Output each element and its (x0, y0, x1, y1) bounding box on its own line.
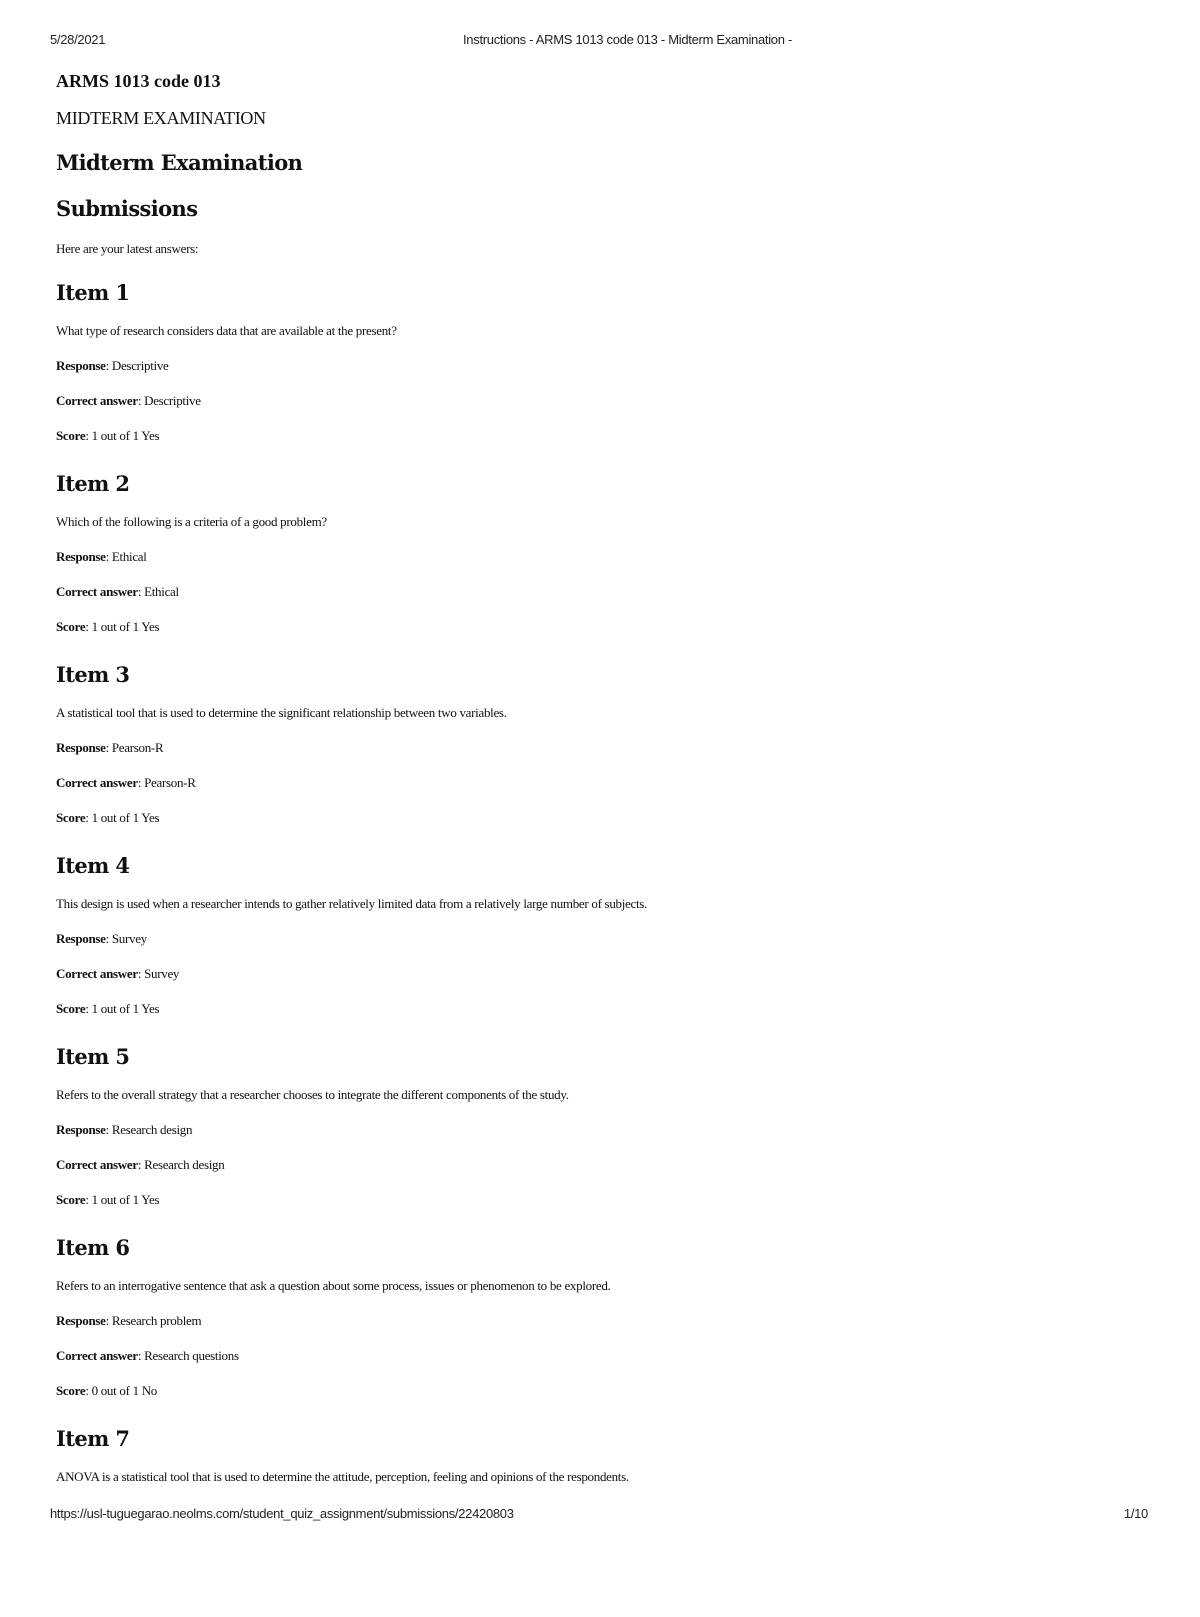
quiz-item-6 (56, 1235, 1156, 1426)
score-label: Score (56, 619, 86, 634)
correct-answer-label: Correct answer (56, 966, 138, 981)
item-correct-answer (56, 965, 1156, 1000)
correct-answer-value: : Descriptive (137, 393, 201, 408)
score-value: : 1 out of 1 Yes (85, 619, 160, 634)
quiz-item-2 (56, 471, 1156, 662)
submission-content (56, 68, 1156, 1617)
response-value: : Ethical (105, 549, 147, 564)
item-title: Item 6 (56, 1235, 130, 1260)
response-label: Response (56, 1313, 106, 1328)
item-score (56, 809, 1156, 844)
item-response (56, 739, 1156, 774)
correct-answer-value: : Survey (137, 966, 180, 981)
response-label: Response (56, 740, 106, 755)
item-question: Refers to the overall strategy that a researcher chooses to integrate the different components of the study. (56, 1087, 569, 1102)
correct-answer-label: Correct answer (56, 775, 138, 790)
score-value: : 0 out of 1 No (85, 1383, 158, 1398)
item-question: A statistical tool that is used to determine the significant relationship between two variables. (56, 705, 507, 720)
item-title: Item 7 (56, 1426, 130, 1451)
item-question: Which of the following is a criteria of a good problem? (56, 514, 327, 529)
section-title: Submissions (56, 196, 198, 221)
print-date: 5/28/2021 (50, 32, 106, 47)
correct-answer-value: : Ethical (137, 584, 179, 599)
print-footer (0, 1506, 1200, 1524)
item-title: Item 2 (56, 471, 130, 496)
item-response (56, 357, 1156, 392)
item-title: Item 1 (56, 280, 130, 305)
quiz-item-1 (56, 280, 1156, 471)
score-value: : 1 out of 1 Yes (85, 1192, 160, 1207)
intro-text: Here are your latest answers: (56, 241, 199, 256)
item-correct-answer (56, 392, 1156, 427)
response-value: : Research design (105, 1122, 193, 1137)
response-value: : Descriptive (105, 358, 169, 373)
response-label: Response (56, 931, 106, 946)
correct-answer-label: Correct answer (56, 393, 138, 408)
item-correct-answer (56, 1156, 1156, 1191)
quiz-item-5 (56, 1044, 1156, 1235)
page-number: 1/10 (1123, 1506, 1148, 1521)
item-score (56, 1000, 1156, 1035)
print-header (0, 32, 1200, 50)
item-response (56, 548, 1156, 583)
score-value: : 1 out of 1 Yes (85, 1001, 160, 1016)
correct-answer-label: Correct answer (56, 584, 138, 599)
item-score (56, 618, 1156, 653)
item-correct-answer (56, 583, 1156, 618)
item-question: ANOVA is a statistical tool that is used to determine the attitude, perception, feeling and opinions of the respondents. (56, 1469, 629, 1484)
score-label: Score (56, 1192, 86, 1207)
quiz-item-4 (56, 853, 1156, 1044)
score-label: Score (56, 810, 86, 825)
item-score (56, 1382, 1156, 1417)
exam-name-upper: MIDTERM EXAMINATION (56, 108, 266, 128)
item-correct-answer (56, 1347, 1156, 1382)
correct-answer-label: Correct answer (56, 1348, 138, 1363)
item-score (56, 1191, 1156, 1226)
item-title: Item 5 (56, 1044, 130, 1069)
correct-answer-label: Correct answer (56, 1157, 138, 1172)
score-label: Score (56, 1383, 86, 1398)
score-value: : 1 out of 1 Yes (85, 428, 160, 443)
item-question: What type of research considers data that are available at the present? (56, 323, 397, 338)
page-url: https://usl-tuguegarao.neolms.com/student_quiz_assignment/submissions/22420803 (50, 1506, 514, 1521)
item-response (56, 1312, 1156, 1347)
response-label: Response (56, 358, 106, 373)
score-value: : 1 out of 1 Yes (85, 810, 160, 825)
item-response (56, 1121, 1156, 1156)
quiz-item-3 (56, 662, 1156, 853)
page-title: Midterm Examination (56, 150, 303, 175)
response-value: : Pearson-R (105, 740, 164, 755)
correct-answer-value: : Pearson-R (137, 775, 196, 790)
response-value: : Research problem (105, 1313, 202, 1328)
item-correct-answer (56, 774, 1156, 809)
item-title: Item 4 (56, 853, 130, 878)
item-response (56, 930, 1156, 965)
item-title: Item 3 (56, 662, 130, 687)
course-code: ARMS 1013 code 013 (56, 71, 221, 91)
correct-answer-value: : Research design (137, 1157, 225, 1172)
correct-answer-value: : Research questions (137, 1348, 239, 1363)
response-label: Response (56, 549, 106, 564)
item-question: Refers to an interrogative sentence that ask a question about some process, issues or phenomenon to be explored. (56, 1278, 611, 1293)
score-label: Score (56, 1001, 86, 1016)
item-question: This design is used when a researcher intends to gather relatively limited data from a relatively large number of subjects. (56, 896, 647, 911)
item-score (56, 427, 1156, 462)
score-label: Score (56, 428, 86, 443)
print-title: Instructions - ARMS 1013 code 013 - Midterm Examination - (463, 32, 792, 47)
response-label: Response (56, 1122, 106, 1137)
response-value: : Survey (105, 931, 147, 946)
